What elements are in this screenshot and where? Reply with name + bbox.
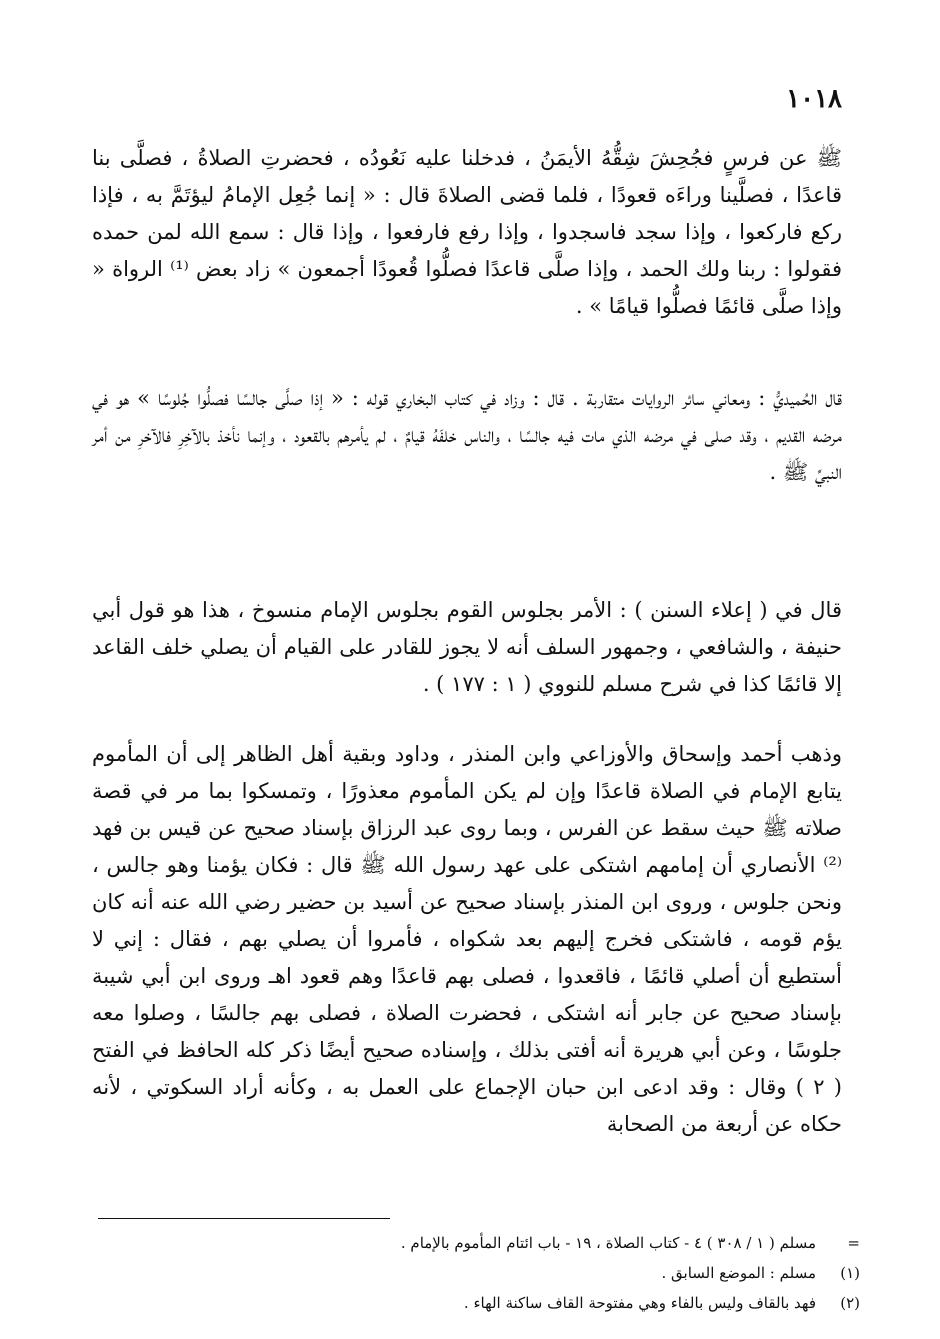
paragraph-madhahib: وذهب أحمد وإسحاق والأوزاعي وابن المنذر ، وداود وبقية أهل الظاهر إلى أن المأموم يتابع الإمام في الصلاة قاعدًا وإن لم يكن المأموم معذورًا ، وتمسكوا بما مر في قصة صلاته ﷺ حيث سقط عن الفرس ، وبما روى عبد الرزاق بإسناد صحيح عن قيس بن فهد ⁽²⁾ الأنصاري أن إمامهم اشتكى على عهد رسول الله ﷺ قال : فكان يؤمنا وهو جالس ، ونحن جلوس ، وروى ابن المنذر بإسناد صحيح عن أسيد بن حضير رضي الله عنه أنه كان يؤم قومه ، فاشتكى فخرج إليهم بعد شكواه ، فأمروا أن يصلي بهم ، فقال : إني لا أستطيع أن أصلي قائمًا ، فاقعدوا ، فصلى بهم قاعدًا وهم قعود اهـ وروى ابن أبي شيبة بإسناد صحيح عن جابر أنه اشتكى ، فحضرت الصلاة ، فصلى بهم جالسًا ، وصلوا معه جلوسًا ، وعن أبي هريرة أنه أفتى بذلك ، وإسناده صحيح أيضًا ذكر كله الحافظ في الفتح ( ٢ ) وقال : وقد ادعى ابن حبان الإجماع على العمل به ، وكأنه أراد السكوتي ، لأنه حكاه عن أربعة من الصحابة [92, 742, 842, 1136]
main-text [92, 140, 842, 1136]
page-number: ١٠١٨ [786, 84, 842, 114]
footnote-text: مسلم : الموضع السابق . [661, 1264, 816, 1282]
footnote-mark: (٢) [840, 1294, 860, 1312]
paragraph-ilaa-alsunan: قال في ( إعلاء السنن ) : الأمر بجلوس القوم بجلوس الإمام منسوخ ، هذا هو قول أبي حنيفة ، والشافعي ، وجمهور السلف أنه لا يجوز للقادر على القيام أن يصلي خلف القاعد إلا قائمًا كذا في شرح مسلم للنووي ( ١ : ١٧٧ ) . [92, 598, 842, 696]
footnote-text: مسلم ( ١ / ٣٠٨ ) ٤ - كتاب الصلاة ، ١٩ - باب ائتام المأموم بالإمام . [400, 1234, 816, 1252]
footnotes [92, 1228, 860, 1318]
footnote-2 [92, 1288, 860, 1318]
footnote-mark: = [847, 1234, 860, 1252]
paragraph-humaydi: قال الحُميديُّ : ومعاني سائر الروايات متقاربة . قال : وزاد في كتاب البخاري قوله : « إذا صلَّى جالسًا فصلُّوا جُلوسًا » هو في مرضه القديم ، وقد صلى في مرضه الذي مات فيه جالسًا ، والناس خلفَهُ قيامٌ ، لم يأمرهم بالقعود ، وإنما نأخذ بالآخِرِ فالآخرِ من أمر النبيِّ ﷺ . [92, 386, 842, 484]
footnote-mark: (١) [840, 1264, 860, 1282]
paragraph-hadith: ﷺ عن فرسٍ فجُحِشَ شِقُّهُ الأيمَنُ ، فدخلنا عليه نَعُودُه ، فحضرتِ الصلاةُ ، فصلَّى بنا قاعدًا ، فصلَّينا وراءَه قعودًا ، فلما قضى الصلاةَ قال : « إنما جُعِل الإمامُ ليؤتَمَّ به ، فإذا ركع فاركعوا ، وإذا سجد فاسجدوا ، وإذا رفع فارفعوا ، وإذا قال : سمع الله لمن حمده فقولوا : ربنا ولك الحمد ، وإذا صلَّى قاعدًا فصلُّوا قُعودًا أجمعون » زاد بعض ⁽¹⁾ الرواة « وإذا صلَّى قائمًا فصلُّوا قيامًا » . [92, 146, 842, 318]
footnote-1 [92, 1258, 860, 1288]
footnote-continuation [92, 1228, 860, 1258]
footnote-divider [98, 1218, 390, 1219]
footnote-text: فهد بالقاف وليس بالفاء وهي مفتوحة القاف ساكنة الهاء . [463, 1294, 816, 1312]
